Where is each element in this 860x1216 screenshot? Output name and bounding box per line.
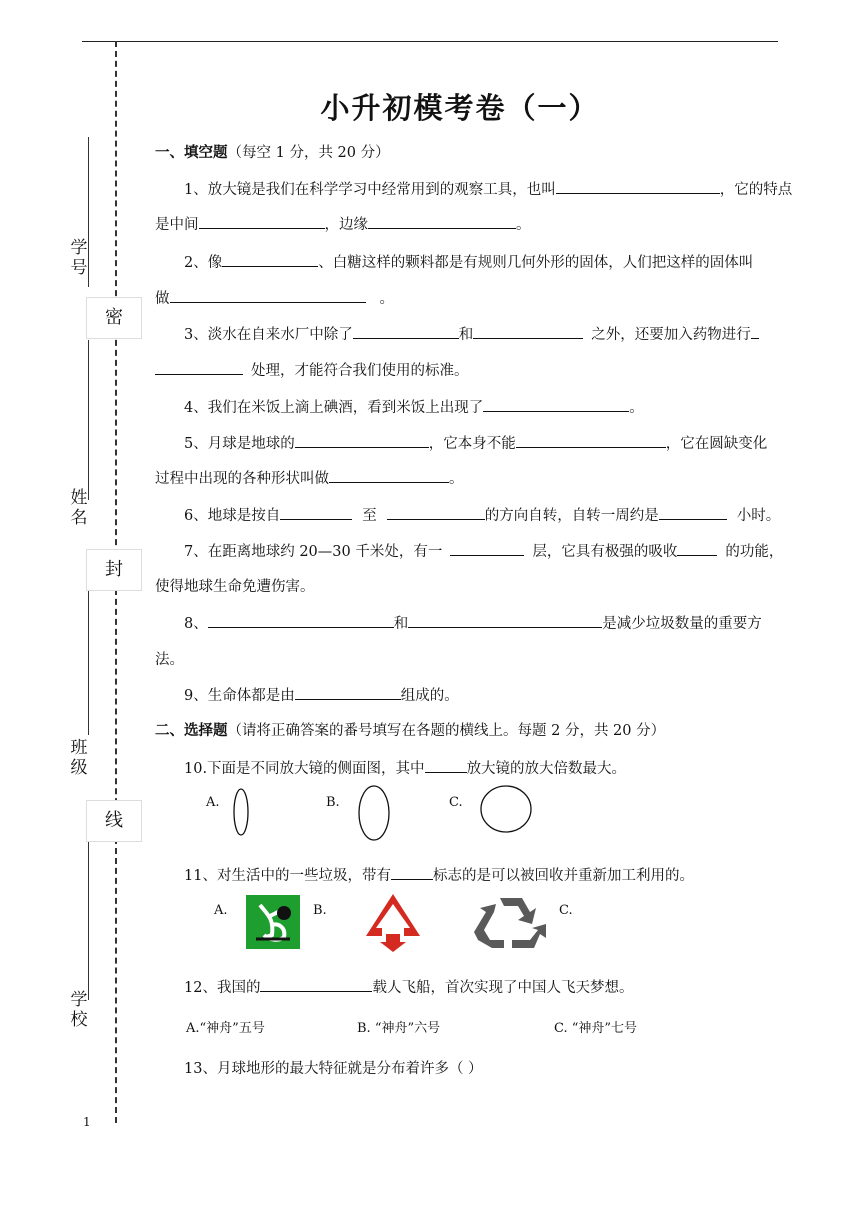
q5-line2	[155, 467, 464, 488]
answer-blank[interactable]	[155, 359, 243, 375]
q12-option-b[interactable]: B. “神舟”六号	[357, 1021, 441, 1036]
q3-text: 处理，才能符合我们使用的标准。	[251, 363, 469, 379]
q3-text: 之外，还要加入药物进行	[591, 327, 751, 343]
q3-text: 3、淡水在自来水厂中除了	[184, 327, 353, 343]
section1-heading: 一、填空题	[155, 145, 228, 161]
class-line	[88, 590, 89, 735]
q10-text: 10.下面是不同放大镜的侧面图，其中	[184, 761, 425, 777]
q3-line2	[155, 359, 469, 380]
answer-blank[interactable]	[450, 540, 524, 556]
q2-text: 做	[155, 291, 170, 307]
seal-feng: 封	[86, 549, 142, 591]
q7-line2	[155, 575, 315, 596]
answer-blank[interactable]	[751, 323, 759, 339]
answer-blank[interactable]	[516, 432, 666, 448]
q13-text: 13、月球地形的最大特征就是分布着许多（ ）	[184, 1061, 483, 1077]
answer-blank[interactable]	[280, 504, 352, 520]
q12-line	[184, 976, 633, 997]
answer-blank[interactable]	[170, 287, 366, 303]
q1-text: 。	[516, 217, 531, 233]
section2-heading: 二、选择题	[155, 723, 228, 739]
answer-blank[interactable]	[473, 323, 583, 339]
q2-line2	[155, 287, 394, 308]
section1-heading-line	[155, 141, 390, 162]
q4-text: 。	[629, 400, 644, 416]
q11-line	[184, 864, 694, 885]
q2-line1	[184, 251, 753, 272]
q11-text: 11、对生活中的一些垃圾，带有	[184, 868, 391, 884]
lens-medium-icon	[355, 784, 395, 844]
q3-text: 和	[458, 327, 474, 343]
lens-thin-icon	[225, 786, 255, 838]
q11-option-b-label[interactable]: B.	[313, 903, 327, 918]
section2-heading-line	[155, 719, 665, 740]
class-label: 班级	[70, 738, 88, 778]
answer-blank[interactable]	[391, 864, 433, 880]
name-label: 姓名	[70, 488, 88, 528]
seal-xian: 线	[86, 800, 142, 842]
q12-text: 12、我国的	[184, 980, 261, 996]
q4-line	[184, 396, 644, 417]
section2-note: （请将正确答案的番号填写在各题的横线上。每题 2 分，共 20 分）	[227, 723, 666, 739]
q4-text: 4、我们在米饭上滴上碘酒，看到米饭上出现了	[184, 400, 484, 416]
q1-line1	[184, 178, 792, 199]
answer-blank[interactable]	[425, 757, 467, 773]
q11-text: 标志的是可以被回收并重新加工利用的。	[432, 868, 694, 884]
q10-option-c-label[interactable]: C.	[449, 795, 463, 810]
exam-title: 小升初模考卷（一）	[320, 91, 600, 125]
q1-text: ，它的特点	[719, 182, 793, 198]
q6-line	[184, 504, 780, 525]
q7-line1	[184, 540, 783, 561]
answer-blank[interactable]	[677, 540, 717, 556]
q12-option-c[interactable]: C. “神舟”七号	[554, 1021, 638, 1036]
answer-blank[interactable]	[260, 976, 372, 992]
q7-text: 层，它具有极强的吸收	[532, 544, 678, 560]
school-label: 学校	[70, 990, 88, 1030]
q1-text: ，边缘	[324, 217, 368, 233]
q11-option-c-label[interactable]: C.	[559, 903, 573, 918]
lens-thick-icon	[476, 782, 536, 836]
q6-text: 的方向自转，自转一周约是	[484, 508, 659, 524]
q5-text: 。	[449, 471, 464, 487]
answer-blank[interactable]	[329, 467, 449, 483]
page-number: 1	[83, 1115, 91, 1129]
q9-text: 组成的。	[400, 688, 459, 704]
q10-line	[184, 757, 626, 778]
q5-text: 5、月球是地球的	[184, 436, 295, 452]
q1-line2	[155, 213, 531, 234]
q9-line	[184, 684, 459, 705]
answer-blank[interactable]	[368, 213, 516, 229]
answer-blank[interactable]	[295, 684, 401, 700]
q10-option-a-label[interactable]: A.	[206, 795, 220, 810]
q7-text: 的功能，	[725, 544, 784, 560]
answer-blank[interactable]	[199, 213, 325, 229]
q6-text: 小时。	[736, 508, 781, 524]
answer-blank[interactable]	[353, 323, 459, 339]
q1-text: 1、放大镜是我们在科学学习中经常用到的观察工具，也叫	[184, 182, 556, 198]
q2-text: 2、像	[184, 255, 223, 271]
q2-text: 、白糖这样的颗料都是有规则几何外形的固体，人们把这样的固体叫	[318, 255, 754, 271]
answer-blank[interactable]	[408, 612, 602, 628]
q5-text: 过程中出现的各种形状叫做	[155, 471, 329, 487]
q3-line1	[184, 323, 759, 344]
q12-option-a[interactable]: A.“神舟”五号	[186, 1021, 265, 1036]
q1-text: 是中间	[155, 217, 199, 233]
red-recycle-logo-icon	[364, 892, 422, 952]
q8-text: 8、	[184, 616, 208, 632]
answer-blank[interactable]	[387, 504, 485, 520]
q6-text: 至	[362, 508, 377, 524]
q5-text: ，它本身不能	[428, 436, 516, 452]
q6-text: 6、地球是按自	[184, 508, 281, 524]
answer-blank[interactable]	[556, 178, 720, 194]
q7-text: 使得地球生命免遭伤害。	[155, 579, 315, 595]
q2-text: 。	[379, 291, 394, 307]
q12-text: 载人飞船，首次实现了中国人飞天梦想。	[372, 980, 634, 996]
student-id-label: 学号	[70, 238, 88, 278]
answer-blank[interactable]	[208, 612, 394, 628]
q10-text: 放大镜的放大倍数最大。	[466, 761, 627, 777]
q9-text: 9、生命体都是由	[184, 688, 295, 704]
q8-line2	[155, 648, 184, 669]
name-line	[88, 340, 89, 500]
q8-line1	[184, 612, 762, 633]
answer-blank[interactable]	[295, 432, 429, 448]
q8-text: 和	[393, 616, 409, 632]
q5-text: ，它在圆缺变化	[665, 436, 768, 452]
green-logo-icon	[246, 895, 300, 949]
q8-text: 是减少垃圾数量的重要方	[602, 616, 762, 632]
q7-text: 7、在距离地球约 20—30 千米处，有一	[184, 544, 443, 560]
q8-text: 法。	[155, 652, 184, 668]
top-rule	[82, 41, 778, 42]
answer-blank[interactable]	[659, 504, 727, 520]
q13-line	[184, 1057, 483, 1078]
recycle-arrows-icon	[472, 892, 550, 952]
answer-blank[interactable]	[222, 251, 318, 267]
q10-option-b-label[interactable]: B.	[326, 795, 340, 810]
section1-note: （每空 1 分，共 20 分）	[227, 145, 390, 161]
answer-blank[interactable]	[483, 396, 629, 412]
q5-line1	[184, 432, 767, 453]
seal-mi: 密	[86, 297, 142, 339]
school-line	[88, 840, 89, 1000]
q11-option-a-label[interactable]: A.	[214, 903, 228, 918]
